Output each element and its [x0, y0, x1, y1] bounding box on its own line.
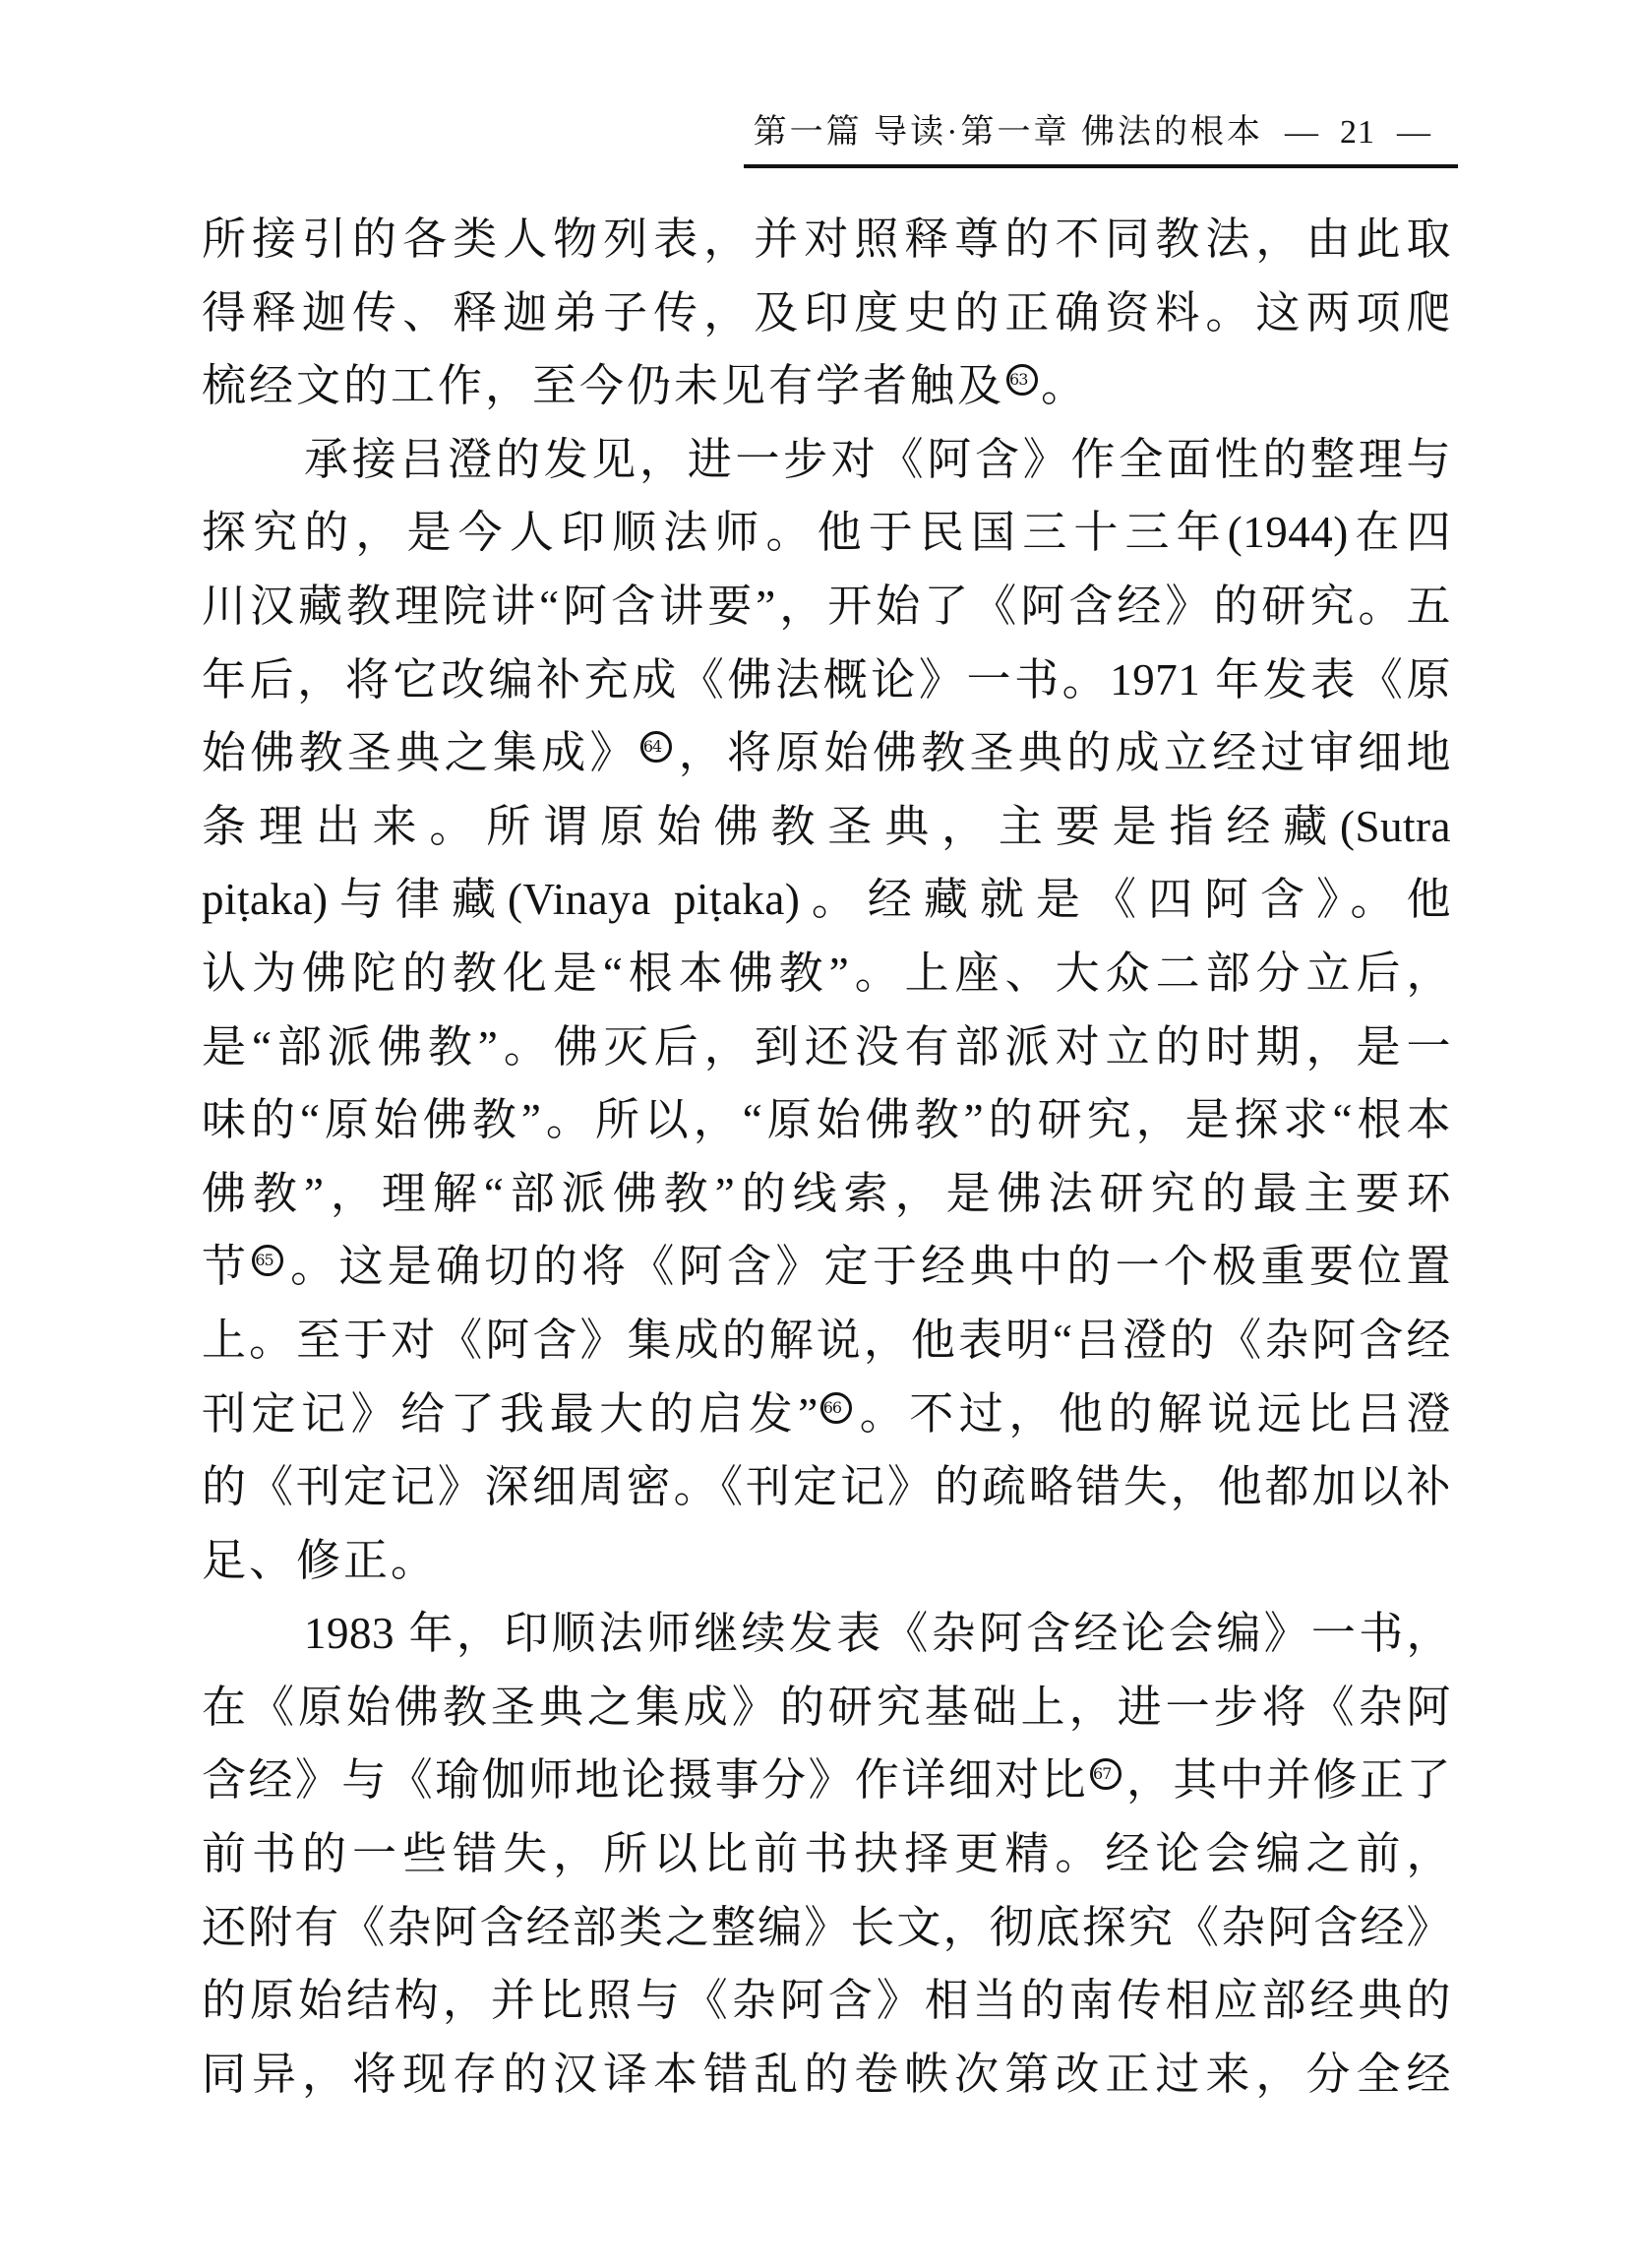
text-line	[202, 937, 1451, 1011]
text-line	[202, 276, 1451, 350]
text-segment: 。	[1041, 361, 1089, 411]
text-line	[202, 1083, 1451, 1157]
text-segment: 始佛教圣典之集成》	[202, 728, 638, 778]
footnote-marker: 64	[640, 731, 672, 763]
running-header	[744, 104, 1458, 168]
text-segment: 还附有《杂阿含经部类之整编》长文，彻底探究《杂阿含经》	[202, 1902, 1451, 1952]
header-dash-right: —	[1397, 114, 1430, 151]
text-line	[202, 1011, 1451, 1084]
text-line	[202, 1304, 1451, 1378]
text-line	[202, 644, 1451, 717]
text-segment: 所接引的各类人物列表，并对照释尊的不同教法，由此取	[202, 215, 1451, 264]
text-segment: 的原始结构，并比照与《杂阿含》相当的南传相应部经典的	[202, 1976, 1451, 2026]
text-segment: piṭaka)与律藏(Vinaya piṭaka)。经藏就是《四阿含》。他	[202, 875, 1451, 925]
text-segment: 味的“原始佛教”。所以，“原始佛教”的研究，是探求“根本	[202, 1095, 1451, 1145]
text-line	[202, 1964, 1451, 2038]
text-segment: 梳经文的工作，至今仍未见有学者触及	[202, 361, 1005, 411]
text-segment: 条理出来。所谓原始佛教圣典，主要是指经藏(Sutra	[202, 801, 1451, 851]
text-segment: 。不过，他的解说远比吕澄	[854, 1388, 1451, 1439]
text-segment: 得释迦传、释迦弟子传，及印度史的正确资料。这两项爬	[202, 287, 1451, 337]
text-segment: 川汉藏教理院讲“阿含讲要”，开始了《阿含经》的研究。五	[202, 581, 1451, 631]
text-segment: 佛教”，理解“部派佛教”的线索，是佛法研究的最主要环	[202, 1168, 1451, 1218]
text-line	[202, 1524, 1451, 1598]
text-segment: 在《原始佛教圣典之集成》的研究基础上，进一步将《杂阿	[202, 1682, 1451, 1732]
text-segment: 承接吕澄的发见，进一步对《阿含》作全面性的整理与	[304, 434, 1451, 484]
text-segment: ，将原始佛教圣典的成立经过审细地	[674, 728, 1451, 778]
footnote-marker: 66	[820, 1392, 852, 1424]
text-line	[202, 1744, 1451, 1817]
text-segment: 1983 年，印顺法师继续发表《杂阿含经论会编》一书，	[304, 1609, 1451, 1659]
text-segment: 是“部派佛教”。佛灭后，到还没有部派对立的时期，是一	[202, 1021, 1451, 1072]
text-segment: 足、修正。	[202, 1535, 439, 1585]
text-segment: 认为佛陀的教化是“根本佛教”。上座、大众二部分立后，	[202, 948, 1451, 998]
header-title: 第一篇 导读·第一章 佛法的根本	[753, 114, 1263, 151]
text-segment: 含经》与《瑜伽师地论摄事分》作详细对比	[202, 1755, 1089, 1806]
body-text	[202, 203, 1451, 2111]
text-line	[202, 423, 1451, 497]
text-line	[202, 1817, 1451, 1891]
text-segment: 年后，将它改编补充成《佛法概论》一书。1971 年发表《原	[202, 654, 1451, 705]
text-line	[202, 1671, 1451, 1745]
text-line	[202, 570, 1451, 644]
text-line	[202, 349, 1451, 423]
footnote-marker: 63	[1006, 364, 1038, 396]
text-line	[202, 716, 1451, 790]
text-segment: 。这是确切的将《阿含》定于经典中的一个极重要位置	[286, 1242, 1451, 1292]
text-line	[202, 496, 1451, 570]
text-line	[202, 1597, 1451, 1671]
footnote-marker: 65	[252, 1245, 283, 1276]
text-segment: 探究的，是今人印顺法师。他于民国三十三年(1944)在四	[202, 508, 1451, 558]
text-segment: 节	[202, 1242, 251, 1292]
text-line	[202, 2038, 1451, 2112]
text-segment: 刊定记》给了我最大的启发”	[202, 1388, 818, 1439]
text-line	[202, 790, 1451, 864]
text-line	[202, 1450, 1451, 1524]
text-line	[202, 863, 1451, 937]
text-segment: ，其中并修正了	[1124, 1755, 1451, 1806]
header-dash-left: —	[1285, 114, 1318, 151]
page-number: 21	[1340, 114, 1375, 151]
text-line	[202, 1891, 1451, 1965]
text-segment: 上。至于对《阿含》集成的解说，他表明“吕澄的《杂阿含经	[202, 1315, 1451, 1365]
footnote-marker: 67	[1090, 1758, 1122, 1790]
text-line	[202, 1378, 1451, 1451]
text-line	[202, 1230, 1451, 1304]
text-segment: 前书的一些错失，所以比前书抉择更精。经论会编之前，	[202, 1829, 1451, 1879]
text-segment: 同异，将现存的汉译本错乱的卷帙次第改正过来，分全经	[202, 2049, 1451, 2099]
text-line	[202, 203, 1451, 276]
text-line	[202, 1157, 1451, 1231]
text-segment: 的《刊定记》深细周密。《刊定记》的疏略错失，他都加以补	[202, 1462, 1451, 1512]
